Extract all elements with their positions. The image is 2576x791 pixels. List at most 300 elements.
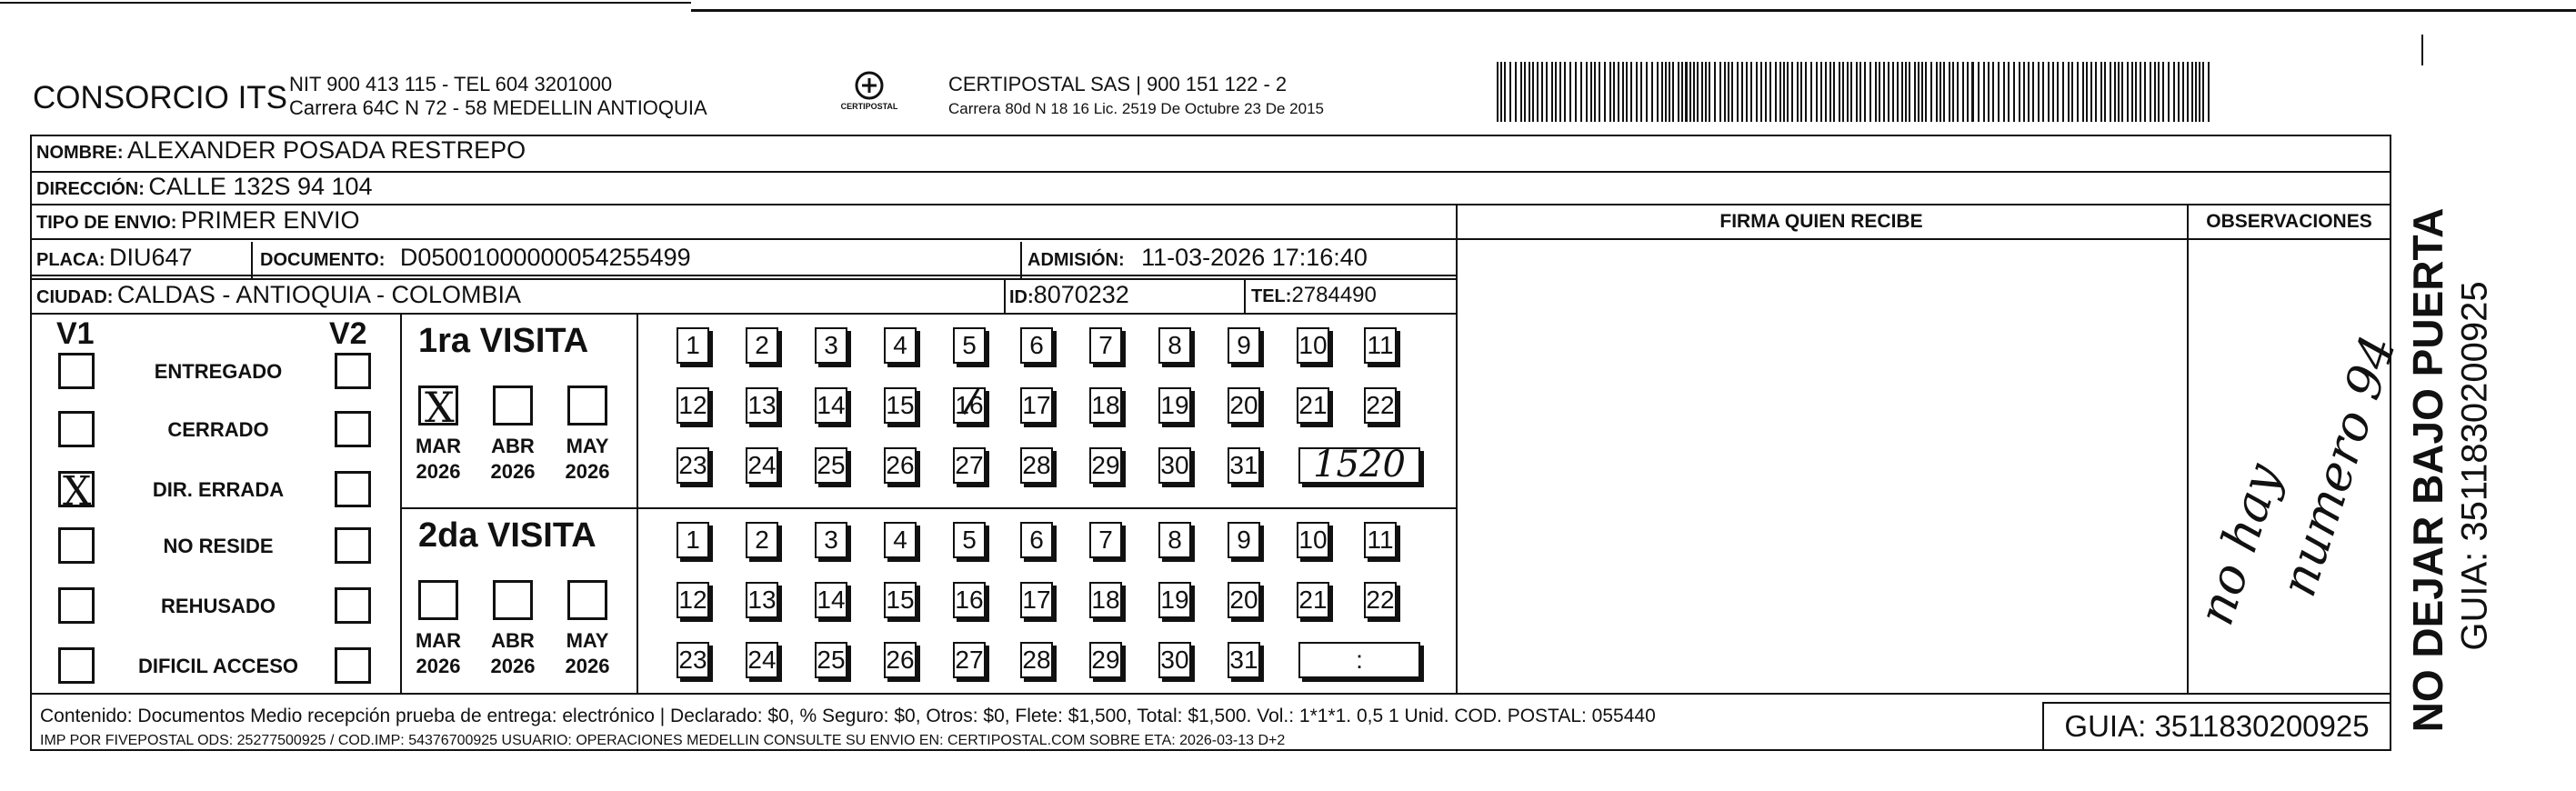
day-box[interactable]: 19	[1158, 582, 1191, 618]
barcode-bar	[1829, 62, 1831, 122]
barcode-bar	[1765, 62, 1767, 122]
tipo-envio-row	[36, 206, 359, 235]
footer-content-line: Contenido: Documentos Medio recepción prueba de entrega: electrónico | Declarado: $0, % Seguro: $0, Otros: $0, Flete: $1,500, Total: $1,500. Vol.: 1*1*1. 0,5 1 Unid. COD. POSTAL: 055440	[40, 706, 1656, 726]
handwriting-line1: no hay	[2186, 456, 2293, 632]
documento-cell	[260, 244, 691, 272]
day-box[interactable]: 26	[884, 447, 917, 484]
barcode-bar	[2042, 62, 2044, 122]
barcode-bar	[2154, 62, 2156, 122]
row-divider	[30, 275, 1458, 276]
company-name: CONSORCIO ITS	[33, 80, 288, 115]
day-box[interactable]: 21	[1297, 582, 1329, 618]
barcode-bar	[1724, 62, 1726, 122]
barcode-bar	[2150, 62, 2151, 122]
day-box[interactable]: 3	[815, 522, 847, 558]
day-box[interactable]: 26	[884, 642, 917, 678]
barcode-bar	[1737, 62, 1739, 122]
barcode-bar	[1918, 62, 1919, 122]
barcode-bar	[1569, 62, 1571, 122]
month-checkbox[interactable]	[418, 580, 458, 620]
barcode-bar	[1797, 62, 1799, 122]
barcode-bar	[1856, 62, 1858, 122]
barcode-bar	[1719, 62, 1721, 122]
v1-checkbox[interactable]	[58, 527, 95, 564]
barcode-bar	[2019, 62, 2020, 122]
day-box[interactable]: 27	[953, 447, 986, 484]
barcode-bar	[2008, 62, 2010, 122]
day-box[interactable]: 18	[1089, 582, 1122, 618]
barcode-bar	[1842, 62, 1844, 122]
barcode-bar	[1971, 62, 1974, 122]
barcode-bar	[2178, 62, 2180, 122]
day-box[interactable]: 20	[1228, 582, 1260, 618]
logo-text: CERTIPOSTAL	[840, 102, 898, 111]
tel-value: 2784490	[1291, 283, 1377, 307]
direccion-value: CALLE 132S 94 104	[148, 173, 373, 200]
barcode-bar	[1509, 62, 1511, 122]
barcode-bar	[2162, 62, 2164, 122]
row-divider	[30, 171, 2391, 173]
barcode-bar	[1897, 62, 1899, 122]
barcode-bar	[1779, 62, 1781, 122]
placa-value: DIU647	[109, 244, 193, 271]
day-box[interactable]: 28	[1020, 447, 1053, 484]
barcode-bar	[1678, 62, 1679, 122]
day-box[interactable]: 30	[1158, 447, 1191, 484]
barcode-bar	[1741, 62, 1743, 122]
day-box[interactable]: 10	[1297, 522, 1329, 558]
barcode-bar	[1669, 62, 1670, 122]
barcode-bar	[2038, 62, 2040, 122]
barcode-bar	[1551, 62, 1553, 122]
day-box[interactable]: 1	[677, 522, 709, 558]
tipo-envio-value: PRIMER ENVIO	[180, 206, 360, 234]
v2-checkbox[interactable]	[335, 411, 371, 447]
barcode-bar	[1651, 62, 1653, 122]
ciudad-cell	[36, 281, 521, 309]
day-box[interactable]: 5	[953, 327, 986, 364]
barcode-bar	[1580, 62, 1582, 122]
observaciones-left-border	[2187, 204, 2189, 693]
v2-checkbox[interactable]	[335, 527, 371, 564]
admision-label: ADMISIÓN:	[1027, 250, 1125, 270]
year-label: 2026	[416, 655, 461, 677]
barcode-bar	[1661, 62, 1663, 122]
nombre-row	[36, 136, 526, 165]
v2-checkbox[interactable]	[335, 647, 371, 684]
barcode-bar	[1714, 62, 1716, 122]
documento-value: D05001000000054255499	[399, 244, 691, 271]
v1-checkbox[interactable]	[58, 587, 95, 624]
barcode-bar	[1983, 62, 1985, 122]
v2-label: V2	[329, 316, 367, 351]
barcode-bar	[1604, 62, 1606, 122]
barcode-bar	[1626, 62, 1628, 122]
month-checkbox[interactable]	[418, 383, 458, 432]
company-nit: NIT 900 413 115 - TEL 604 3201000	[289, 73, 613, 95]
barcode-bar	[2199, 62, 2200, 122]
barcode-bar	[2082, 62, 2084, 122]
v2-checkbox[interactable]	[335, 353, 371, 389]
month-label: ABR	[491, 435, 535, 457]
row-divider	[30, 204, 2391, 205]
day-box[interactable]: 19	[1158, 387, 1191, 424]
v1-checkbox[interactable]	[58, 468, 95, 515]
cell-divider	[1004, 278, 1006, 313]
id-cell	[1009, 281, 1129, 309]
barcode-bar	[1847, 62, 1849, 122]
day-box[interactable]: 24	[746, 447, 778, 484]
footer-imp-line: IMP POR FIVEPOSTAL ODS: 25277500925 / COD.IMP: 54376700925 USUARIO: OPERACIONES MEDELLIN CONSULTE SU ENVIO EN: CERTIPOSTAL.COM SOBRE ETA: 2026-03-13 D+2	[40, 733, 1286, 748]
v1-checkbox[interactable]	[58, 353, 95, 389]
barcode-bar	[1497, 62, 1498, 122]
barcode-bar	[1892, 62, 1894, 122]
barcode-bar	[2028, 62, 2030, 122]
status-option-label: DIFICIL ACCESO	[137, 655, 298, 677]
visit-title: 1ra VISITA	[418, 322, 589, 360]
nombre-value: ALEXANDER POSADA RESTREPO	[127, 136, 526, 164]
barcode-bar	[1833, 62, 1835, 122]
ciudad-value: CALDAS - ANTIOQUIA - COLOMBIA	[116, 281, 521, 308]
barcode-bar	[1709, 62, 1710, 122]
firma-label: FIRMA QUIEN RECIBE	[1719, 211, 1923, 232]
observaciones-label: OBSERVACIONES	[2206, 211, 2372, 232]
barcode-bar	[1879, 62, 1880, 122]
company-address: Carrera 64C N 72 - 58 MEDELLIN ANTIOQUIA	[289, 96, 707, 119]
barcode-bar	[1520, 62, 1522, 122]
barcode-bar	[1672, 62, 1674, 122]
row-divider	[30, 313, 1458, 315]
barcode-bar	[1613, 62, 1615, 122]
day-box[interactable]: 10	[1297, 327, 1329, 364]
barcode-bar	[1646, 62, 1648, 122]
barcode-bar	[1515, 62, 1517, 122]
barcode-bar	[1864, 62, 1866, 122]
barcode-bar	[2032, 62, 2034, 122]
barcode-bar	[2114, 62, 2116, 122]
day-box[interactable]: 13	[746, 387, 778, 424]
barcode-bar	[1869, 62, 1871, 122]
time-box[interactable]	[1298, 642, 1420, 678]
day-box[interactable]: 25	[815, 447, 847, 484]
barcode-bar	[1756, 62, 1758, 122]
day-box[interactable]: 12	[677, 387, 709, 424]
day-box[interactable]: 22	[1364, 387, 1397, 424]
barcode-bar	[1775, 62, 1777, 122]
footer-divider	[30, 693, 2391, 695]
barcode-bar	[2168, 62, 2170, 122]
status-option-label: ENTREGADO	[154, 360, 283, 383]
barcode-bar	[1825, 62, 1827, 122]
barcode-bar	[2068, 62, 2070, 122]
year-label: 2026	[565, 460, 610, 483]
day-box[interactable]: 6	[1020, 522, 1053, 558]
barcode-bar	[1943, 62, 1945, 122]
id-value: 8070232	[1033, 281, 1129, 308]
carrier-address: Carrera 80d N 18 16 Lic. 2519 De Octubre 23 De 2015	[948, 100, 1324, 117]
barcode-bar	[2086, 62, 2088, 122]
barcode-bar	[1529, 62, 1530, 122]
placa-label: PLACA:	[36, 250, 105, 270]
barcode-bar	[1750, 62, 1752, 122]
day-box[interactable]: 27	[953, 642, 986, 678]
day-box[interactable]: 29	[1089, 642, 1122, 678]
barcode-bar	[1555, 62, 1557, 122]
page-top-edge	[0, 2, 691, 4]
barcode-bar	[1665, 62, 1667, 122]
barcode-bar	[1760, 62, 1762, 122]
row-divider	[2187, 238, 2391, 240]
barcode-bar	[1728, 62, 1729, 122]
barcode-bar	[1883, 62, 1885, 122]
time-box[interactable]	[1298, 444, 1420, 486]
day-box[interactable]: 22	[1364, 582, 1397, 618]
day-box[interactable]: 23	[677, 642, 709, 678]
admision-value: 11-03-2026 17:16:40	[1141, 244, 1368, 271]
direccion-row	[36, 173, 373, 201]
status-option-label: REHUSADO	[161, 595, 276, 617]
barcode-bar	[1800, 62, 1802, 122]
day-box[interactable]: 8	[1158, 522, 1191, 558]
no-dejar-bajo-puerta: NO DEJAR BAJO PUERTA	[2404, 207, 2451, 733]
cell-divider	[1244, 278, 1246, 313]
month-checkbox[interactable]	[493, 385, 533, 426]
barcode-bar	[2195, 62, 2197, 122]
barcode-bar	[1888, 62, 1889, 122]
barcode-bar	[1925, 62, 1927, 122]
barcode-bar	[2182, 62, 2184, 122]
barcode-bar	[1962, 62, 1964, 122]
ciudad-label: CIUDAD:	[36, 287, 114, 307]
day-box[interactable]: 3	[815, 327, 847, 364]
tel-label: TEL:	[1251, 286, 1292, 306]
direccion-label: DIRECCIÓN:	[36, 179, 145, 199]
month-checkbox[interactable]	[493, 580, 533, 620]
barcode-bar	[1949, 62, 1950, 122]
day-box[interactable]: 13	[746, 582, 778, 618]
day-box[interactable]: 6	[1020, 327, 1053, 364]
admision-cell	[1027, 244, 1368, 272]
month-label: MAR	[415, 435, 462, 457]
day-box[interactable]: 4	[884, 327, 917, 364]
barcode-bar	[1705, 62, 1707, 122]
barcode-bar	[1594, 62, 1596, 122]
barcode-bar	[1921, 62, 1923, 122]
barcode-bar	[1940, 62, 1941, 122]
day-box[interactable]: 2	[746, 522, 778, 558]
barcode-bar	[2131, 62, 2133, 122]
barcode-bar	[2110, 62, 2111, 122]
barcode-bar	[1524, 62, 1526, 122]
barcode-bar	[1609, 62, 1611, 122]
day-box[interactable]: 1	[677, 327, 709, 364]
barcode-bar	[1590, 62, 1592, 122]
barcode-bar	[1978, 62, 1980, 122]
barcode-bar	[1541, 62, 1543, 122]
day-box[interactable]: 18	[1089, 387, 1122, 424]
day-box[interactable]: 14	[815, 387, 847, 424]
barcode-bar	[2144, 62, 2146, 122]
barcode-bar	[1640, 62, 1642, 122]
observaciones-handwriting	[2186, 273, 2408, 673]
v1-checkbox[interactable]	[58, 647, 95, 684]
v1-check-mark: X	[63, 468, 92, 515]
day-box[interactable]: 28	[1020, 642, 1053, 678]
month-label: ABR	[491, 629, 535, 652]
cell-divider	[251, 242, 253, 278]
status-option-label: NO RESIDE	[163, 535, 274, 557]
barcode-bar	[1816, 62, 1818, 122]
day-box[interactable]: 15	[884, 582, 917, 618]
barcode-bar	[1909, 62, 1910, 122]
day-box[interactable]: 16	[953, 582, 986, 618]
barcode-bar	[1500, 62, 1502, 122]
day-box[interactable]: 15	[884, 387, 917, 424]
v1-label: V1	[56, 316, 95, 351]
status-option-label: DIR. ERRADA	[152, 478, 285, 501]
barcode-bar	[1805, 62, 1807, 122]
tel-cell	[1251, 283, 1377, 308]
barcode-bar	[2003, 62, 2005, 122]
id-label: ID:	[1009, 287, 1034, 307]
day-box[interactable]: 30	[1158, 642, 1191, 678]
barcode-bar	[1787, 62, 1789, 122]
barcode-bar	[2127, 62, 2129, 122]
barcode-bar	[1820, 62, 1822, 122]
year-label: 2026	[416, 460, 461, 483]
barcode-bar	[2052, 62, 2054, 122]
day-box[interactable]: 9	[1228, 522, 1260, 558]
barcode-bar	[1559, 62, 1561, 122]
barcode-bar	[2104, 62, 2106, 122]
barcode-bar	[1697, 62, 1699, 122]
day-box[interactable]: 11	[1364, 327, 1397, 364]
year-label: 2026	[565, 655, 610, 677]
barcode-bar	[2023, 62, 2025, 122]
barcode-bar	[1992, 62, 1994, 122]
day-box[interactable]: 11	[1364, 522, 1397, 558]
day-box[interactable]: 23	[677, 447, 709, 484]
day-box[interactable]: 31	[1228, 447, 1260, 484]
barcode-bar	[1930, 62, 1932, 122]
edge-mark	[2421, 35, 2423, 65]
barcode-bar	[1636, 62, 1638, 122]
barcode-bar	[1875, 62, 1877, 122]
day-box[interactable]: 7	[1089, 522, 1122, 558]
barcode-bar	[1622, 62, 1624, 122]
day-box[interactable]: 24	[746, 642, 778, 678]
barcode-bar	[2013, 62, 2015, 122]
barcode-bar	[1791, 62, 1793, 122]
barcode-bar	[2140, 62, 2141, 122]
day-box[interactable]: 2	[746, 327, 778, 364]
barcode-bar	[2048, 62, 2050, 122]
day-box[interactable]: 7	[1089, 327, 1122, 364]
barcode-bar	[2095, 62, 2097, 122]
firma-area[interactable]	[1458, 240, 2185, 691]
day-box[interactable]: 21	[1297, 387, 1329, 424]
day-box[interactable]: 5	[953, 522, 986, 558]
day-box[interactable]: 12	[677, 582, 709, 618]
barcode-bar	[1769, 62, 1771, 122]
month-check-mark: X	[425, 383, 455, 432]
barcode-bar	[1546, 62, 1548, 122]
day-box[interactable]: 31	[1228, 642, 1260, 678]
day-box[interactable]: 29	[1089, 447, 1122, 484]
barcode-bar	[1564, 62, 1566, 122]
v2-checkbox[interactable]	[335, 471, 371, 507]
day-box[interactable]: 20	[1228, 387, 1260, 424]
barcode-bar	[1731, 62, 1733, 122]
v1-checkbox[interactable]	[58, 411, 95, 447]
barcode-bar	[2208, 62, 2210, 122]
barcode-bar	[1586, 62, 1588, 122]
barcode-bar	[1783, 62, 1785, 122]
barcode-bar	[1657, 62, 1659, 122]
cell-divider	[1020, 242, 1022, 278]
day-box[interactable]: 8	[1158, 327, 1191, 364]
barcode-bar	[2158, 62, 2160, 122]
barcode-bar	[2062, 62, 2064, 122]
status-option-label: CERRADO	[167, 418, 269, 441]
barcode-bar	[1905, 62, 1907, 122]
v2-checkbox[interactable]	[335, 587, 371, 624]
month-checkbox[interactable]	[567, 580, 607, 620]
tipo-envio-label: TIPO DE ENVIO:	[36, 213, 177, 233]
day-box[interactable]: 16	[953, 387, 986, 424]
visit-title: 2da VISITA	[418, 516, 596, 555]
barcode-bar	[2202, 62, 2204, 122]
barcode-bar	[1746, 62, 1748, 122]
day-box[interactable]: 9	[1228, 327, 1260, 364]
barcode-bar	[1701, 62, 1703, 122]
day-box[interactable]: 14	[815, 582, 847, 618]
month-checkbox[interactable]	[567, 385, 607, 426]
month-label: MAY	[566, 435, 609, 457]
page-top-edge	[691, 9, 2576, 12]
barcode-bar	[1630, 62, 1632, 122]
barcode-bar	[1967, 62, 1969, 122]
barcode-bar	[2057, 62, 2059, 122]
barcode-bar	[1859, 62, 1861, 122]
side-guia: GUIA: 3511830200925	[2454, 281, 2495, 651]
visit-divider	[400, 507, 1456, 509]
barcode-bar	[2077, 62, 2079, 122]
handwriting-line2: numero 94	[2269, 328, 2408, 604]
day-box[interactable]: 17	[1020, 387, 1053, 424]
barcode-bar	[2135, 62, 2137, 122]
barcode-bar	[1936, 62, 1938, 122]
day-box[interactable]: 17	[1020, 582, 1053, 618]
barcode-bar	[1532, 62, 1534, 122]
barcode-bar	[1504, 62, 1506, 122]
barcode-bar	[1839, 62, 1840, 122]
status-divider	[400, 313, 402, 693]
barcode-bar	[1685, 62, 1688, 122]
placa-cell	[36, 244, 193, 272]
barcode	[1497, 62, 2215, 122]
month-divider	[636, 313, 638, 693]
year-label: 2026	[490, 460, 536, 483]
day-box[interactable]: 25	[815, 642, 847, 678]
month-label: MAY	[566, 629, 609, 652]
footer-guia: GUIA: 3511830200925	[2064, 709, 2370, 743]
carrier-name: CERTIPOSTAL SAS | 900 151 122 - 2	[948, 73, 1288, 95]
certipostal-logo	[835, 69, 904, 120]
barcode-bar	[1901, 62, 1903, 122]
barcode-bar	[2118, 62, 2120, 122]
day-box[interactable]: 4	[884, 522, 917, 558]
